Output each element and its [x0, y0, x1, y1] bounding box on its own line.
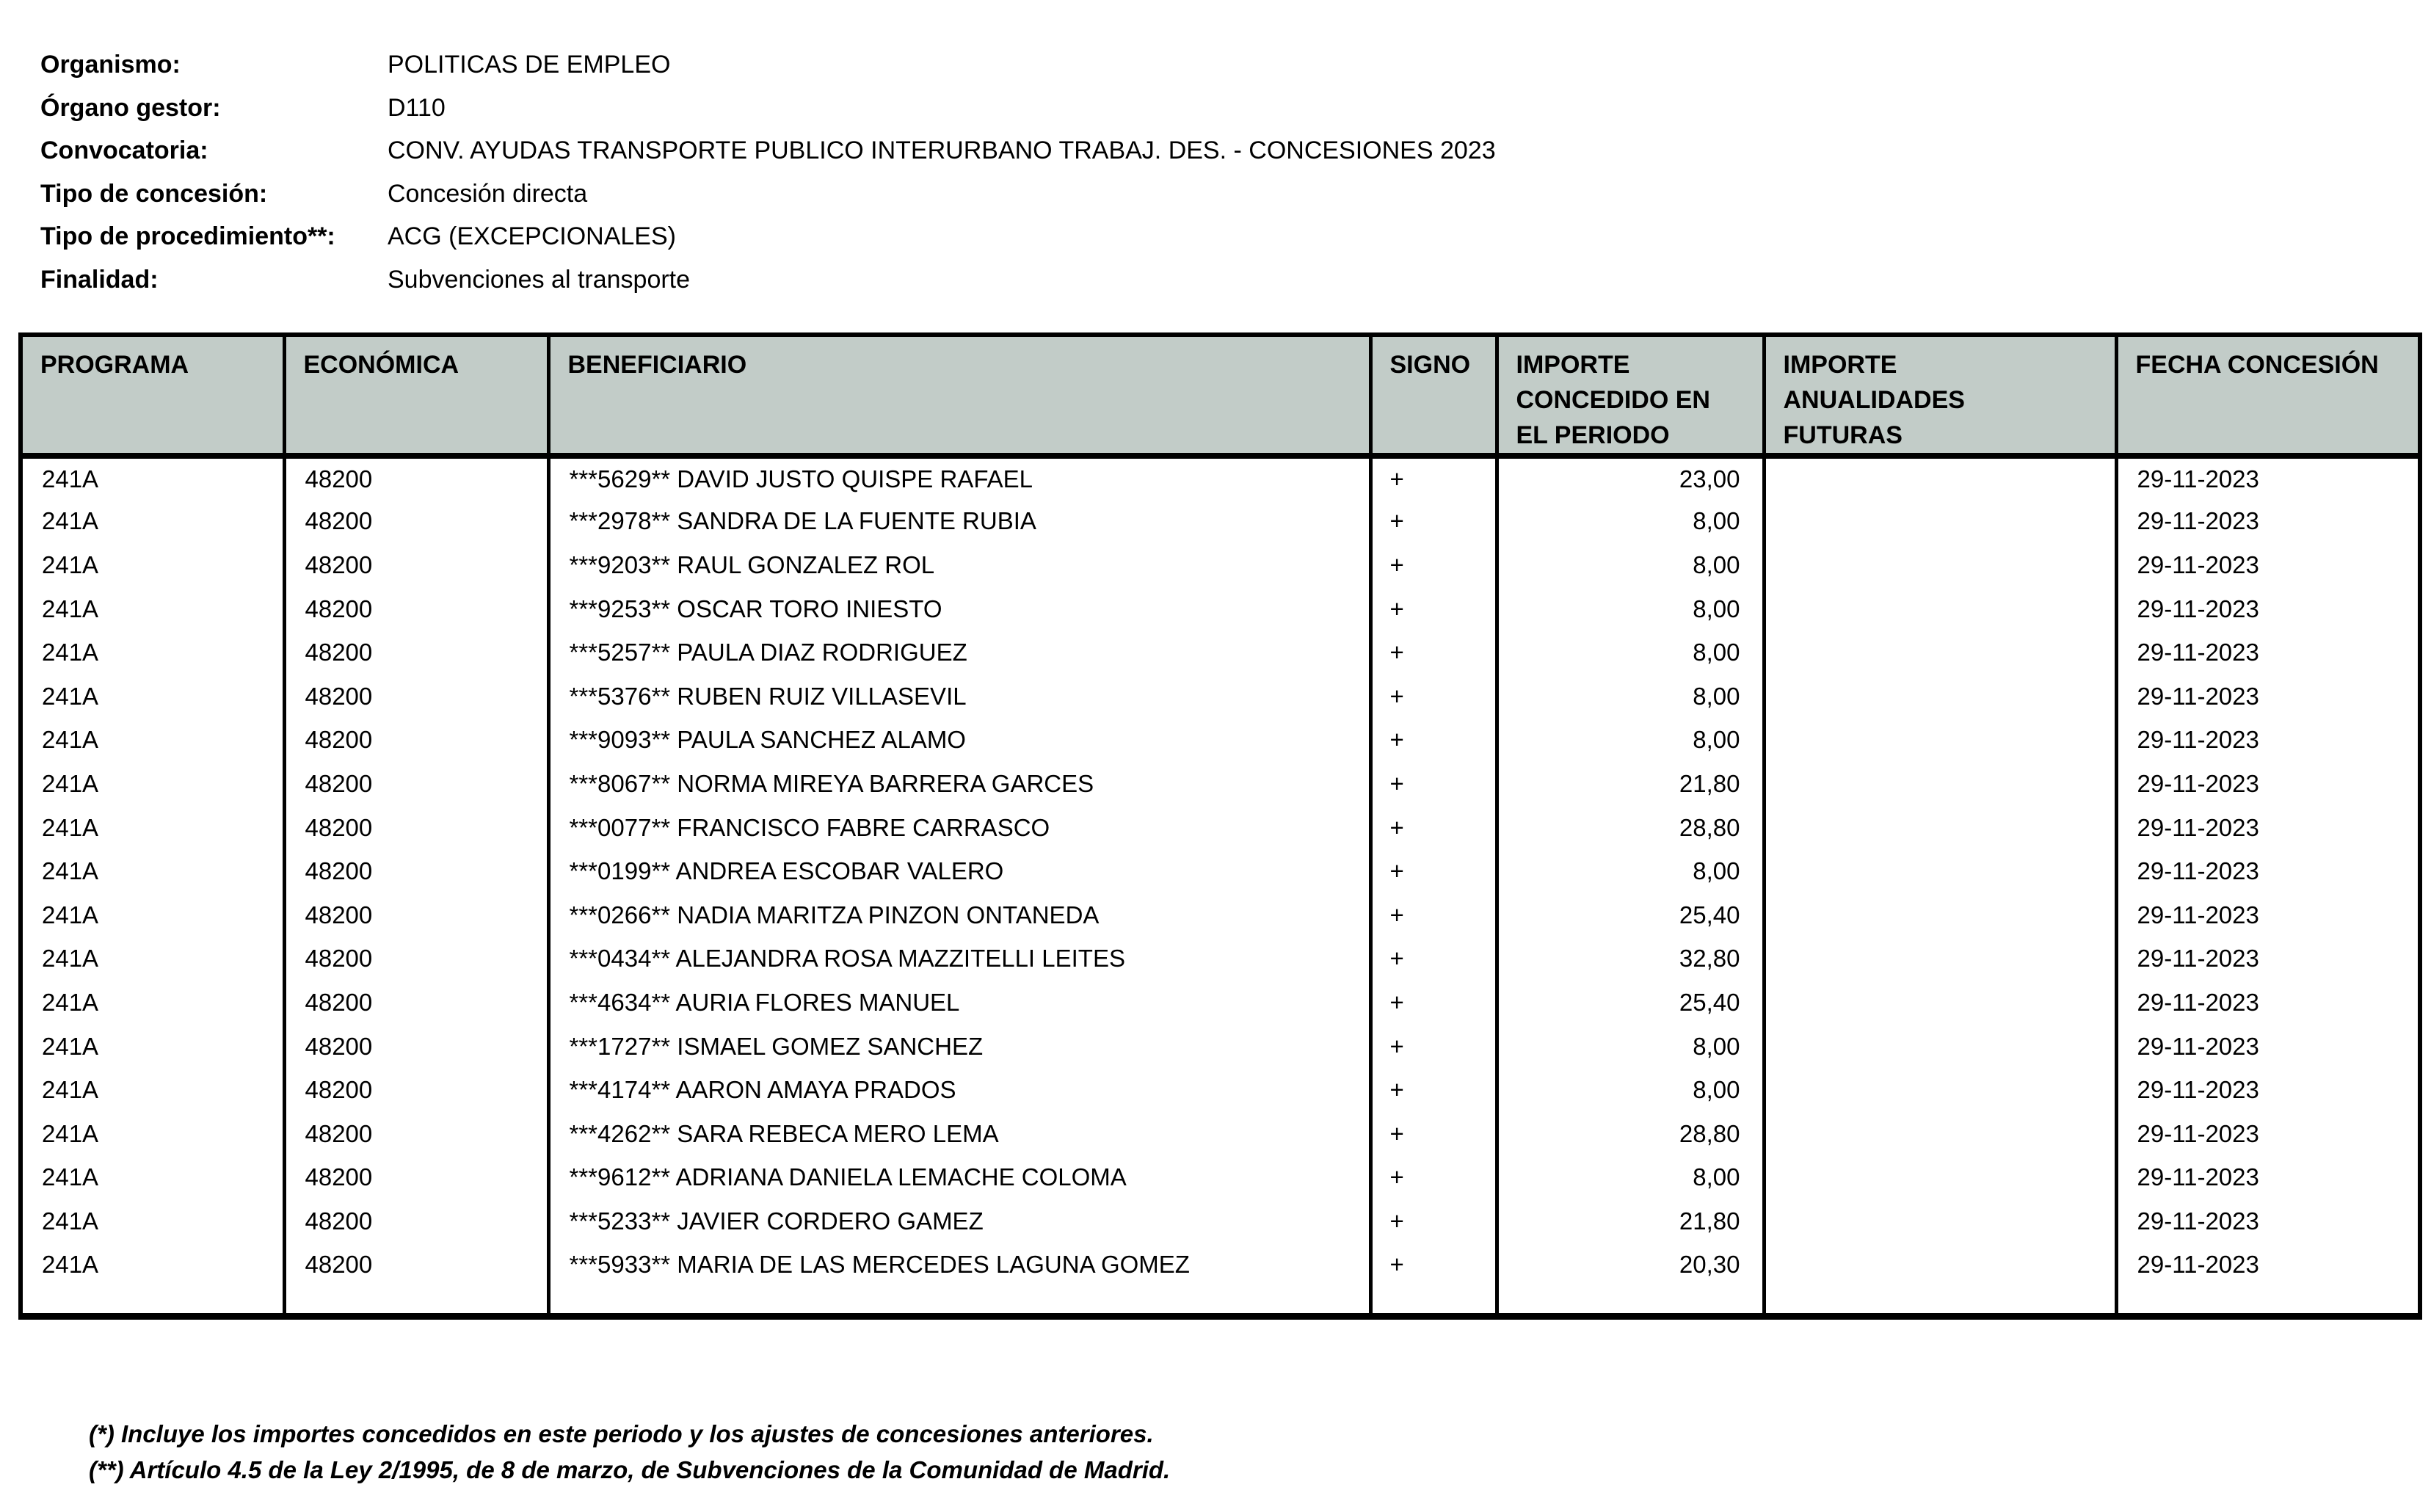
cell-programa: 241A: [21, 806, 284, 850]
meta-label: Finalidad:: [40, 265, 159, 294]
column-header-label: IMPORTE CONCEDIDO EN EL PERIODO: [1516, 351, 1710, 449]
meta-field: [40, 172, 1496, 216]
cell-economica: 48200: [284, 1068, 548, 1112]
cell-beneficiario: ***4262** SARA REBECA MERO LEMA: [548, 1112, 1370, 1156]
column-header-programa: [21, 335, 284, 456]
cell-importe_anualidades: [1764, 587, 2116, 631]
cell-signo: +: [1370, 1068, 1497, 1112]
cell-economica: 48200: [284, 587, 548, 631]
column-header-label: PROGRAMA: [40, 351, 189, 379]
cell-importe_concedido: 8,00: [1497, 500, 1764, 544]
footnotes-block: [89, 1416, 1170, 1488]
cell-fecha_concesion: 29-11-2023: [2137, 507, 2259, 535]
cell-beneficiario: ***5629** DAVID JUSTO QUISPE RAFAEL: [548, 456, 1370, 500]
meta-value: Subvenciones al transporte: [388, 265, 691, 294]
column-header-fecha_concesion: [2116, 335, 2420, 456]
cell-importe_anualidades: [1764, 937, 2116, 981]
cell-importe_concedido: 20,30: [1497, 1243, 1764, 1287]
meta-value: ACG (EXCEPCIONALES): [388, 222, 676, 250]
cell-economica: 48200: [284, 1025, 548, 1069]
cell-signo: +: [1370, 1156, 1497, 1200]
cell-signo: +: [1370, 719, 1497, 763]
cell-importe_anualidades: [1764, 719, 2116, 763]
meta-label: Órgano gestor:: [40, 93, 221, 122]
cell-importe_concedido: 8,00: [1497, 1156, 1764, 1200]
cell-importe_concedido: 25,40: [1497, 981, 1764, 1025]
table-row: [21, 587, 2420, 631]
cell-beneficiario: ***9253** OSCAR TORO INIESTO: [548, 587, 1370, 631]
cell-importe_anualidades: [1764, 849, 2116, 893]
cell-fecha_concesion: 29-11-2023: [2137, 1076, 2259, 1104]
table-row: [21, 719, 2420, 763]
meta-value: Concesión directa: [388, 179, 588, 208]
table-row: [21, 1025, 2420, 1069]
cell-importe_anualidades: [1764, 500, 2116, 544]
cell-economica: 48200: [284, 762, 548, 806]
table-row: [21, 500, 2420, 544]
meta-label: Tipo de procedimiento**:: [40, 222, 335, 250]
table-row: [21, 1243, 2420, 1287]
cell-signo: +: [1370, 1199, 1497, 1243]
column-header-importe_anualidades: [1764, 335, 2116, 456]
column-header-beneficiario: [548, 335, 1370, 456]
meta-label: Convocatoria:: [40, 137, 208, 164]
cell-programa: 241A: [21, 762, 284, 806]
cell-economica: 48200: [284, 1112, 548, 1156]
column-header-label: SIGNO: [1389, 351, 1471, 379]
cell-beneficiario: ***5257** PAULA DIAZ RODRIGUEZ: [548, 630, 1370, 675]
spacer-cell: [284, 1287, 548, 1316]
cell-fecha_concesion: 29-11-2023: [2137, 945, 2259, 973]
cell-economica: 48200: [284, 981, 548, 1025]
cell-importe_concedido: 8,00: [1497, 1025, 1764, 1069]
cell-signo: +: [1370, 981, 1497, 1025]
column-header-signo: [1370, 335, 1497, 456]
meta-value: POLITICAS DE EMPLEO: [388, 51, 671, 79]
cell-fecha_concesion: 29-11-2023: [2137, 1207, 2259, 1235]
cell-beneficiario: ***0077** FRANCISCO FABRE CARRASCO: [548, 806, 1370, 850]
cell-economica: 48200: [284, 1156, 548, 1200]
cell-beneficiario: ***1727** ISMAEL GOMEZ SANCHEZ: [548, 1025, 1370, 1069]
cell-programa: 241A: [21, 675, 284, 719]
cell-programa: 241A: [21, 893, 284, 937]
cell-economica: 48200: [284, 675, 548, 719]
cell-importe_anualidades: [1764, 762, 2116, 806]
cell-importe_anualidades: [1764, 1068, 2116, 1112]
metadata-block: [40, 43, 1496, 301]
cell-fecha_concesion: 29-11-2023: [2137, 769, 2259, 797]
cell-signo: +: [1370, 456, 1497, 500]
cell-fecha_concesion: 29-11-2023: [2137, 726, 2259, 754]
table-row: [21, 543, 2420, 587]
cell-fecha_concesion: 29-11-2023: [2137, 595, 2259, 622]
cell-economica: 48200: [284, 500, 548, 544]
table-row: [21, 849, 2420, 893]
table-row: [21, 762, 2420, 806]
cell-programa: 241A: [21, 937, 284, 981]
cell-beneficiario: ***0266** NADIA MARITZA PINZON ONTANEDA: [548, 893, 1370, 937]
cell-programa: 241A: [21, 719, 284, 763]
cell-importe_anualidades: [1764, 1243, 2116, 1287]
cell-fecha_concesion: 29-11-2023: [2137, 1119, 2259, 1147]
cell-importe_anualidades: [1764, 456, 2116, 500]
table-row: [21, 893, 2420, 937]
cell-importe_anualidades: [1764, 893, 2116, 937]
meta-field: [40, 43, 1496, 87]
cell-importe_concedido: 8,00: [1497, 587, 1764, 631]
table-row: [21, 806, 2420, 850]
cell-signo: +: [1370, 762, 1497, 806]
cell-economica: 48200: [284, 543, 548, 587]
cell-signo: +: [1370, 587, 1497, 631]
footnote-double-asterisk: (**) Artículo 4.5 de la Ley 2/1995, de 8 de marzo, de Subvenciones de la Comunidad de Madrid.: [89, 1456, 1171, 1483]
cell-signo: +: [1370, 1025, 1497, 1069]
cell-programa: 241A: [21, 1112, 284, 1156]
spacer-cell: [2116, 1287, 2420, 1316]
cell-importe_anualidades: [1764, 806, 2116, 850]
cell-importe_concedido: 32,80: [1497, 937, 1764, 981]
cell-beneficiario: ***0434** ALEJANDRA ROSA MAZZITELLI LEITES: [548, 937, 1370, 981]
cell-importe_concedido: 28,80: [1497, 1112, 1764, 1156]
cell-fecha_concesion: 29-11-2023: [2137, 857, 2259, 885]
column-header-label: BENEFICIARIO: [567, 351, 747, 379]
cell-signo: +: [1370, 1243, 1497, 1287]
cell-economica: 48200: [284, 893, 548, 937]
column-header-label: ECONÓMICA: [303, 351, 459, 379]
cell-programa: 241A: [21, 1156, 284, 1200]
meta-field: [40, 87, 1496, 130]
cell-beneficiario: ***9612** ADRIANA DANIELA LEMACHE COLOMA: [548, 1156, 1370, 1200]
spacer-cell: [1497, 1287, 1764, 1316]
cell-beneficiario: ***5933** MARIA DE LAS MERCEDES LAGUNA GOMEZ: [548, 1243, 1370, 1287]
cell-beneficiario: ***4174** AARON AMAYA PRADOS: [548, 1068, 1370, 1112]
cell-signo: +: [1370, 937, 1497, 981]
spacer-cell: [1370, 1287, 1497, 1316]
column-header-label: FECHA CONCESIÓN: [2135, 351, 2379, 379]
meta-label: Organismo:: [40, 51, 181, 79]
cell-importe_anualidades: [1764, 1199, 2116, 1243]
table-row: [21, 1068, 2420, 1112]
cell-programa: 241A: [21, 543, 284, 587]
cell-beneficiario: ***4634** AURIA FLORES MANUEL: [548, 981, 1370, 1025]
cell-importe_concedido: 8,00: [1497, 1068, 1764, 1112]
cell-fecha_concesion: 29-11-2023: [2137, 639, 2259, 666]
table-row: [21, 1199, 2420, 1243]
cell-fecha_concesion: 29-11-2023: [2137, 901, 2259, 928]
cell-fecha_concesion: 29-11-2023: [2137, 1032, 2259, 1060]
table-row: [21, 981, 2420, 1025]
cell-beneficiario: ***9093** PAULA SANCHEZ ALAMO: [548, 719, 1370, 763]
cell-importe_concedido: 23,00: [1497, 456, 1764, 500]
cell-beneficiario: ***2978** SANDRA DE LA FUENTE RUBIA: [548, 500, 1370, 544]
cell-importe_concedido: 25,40: [1497, 893, 1764, 937]
cell-importe_concedido: 8,00: [1497, 543, 1764, 587]
cell-fecha_concesion: 29-11-2023: [2137, 1251, 2259, 1279]
cell-fecha_concesion: 29-11-2023: [2137, 813, 2259, 841]
cell-signo: +: [1370, 806, 1497, 850]
cell-fecha_concesion: 29-11-2023: [2137, 682, 2259, 710]
cell-economica: 48200: [284, 630, 548, 675]
cell-beneficiario: ***5376** RUBEN RUIZ VILLASEVIL: [548, 675, 1370, 719]
cell-importe_concedido: 8,00: [1497, 675, 1764, 719]
cell-importe_anualidades: [1764, 543, 2116, 587]
cell-economica: 48200: [284, 1199, 548, 1243]
cell-signo: +: [1370, 500, 1497, 544]
cell-economica: 48200: [284, 1243, 548, 1287]
table-row: [21, 1156, 2420, 1200]
cell-signo: +: [1370, 893, 1497, 937]
cell-programa: 241A: [21, 1025, 284, 1069]
cell-beneficiario: ***9203** RAUL GONZALEZ ROL: [548, 543, 1370, 587]
cell-fecha_concesion: 29-11-2023: [2137, 1163, 2259, 1191]
table-row: [21, 630, 2420, 675]
cell-programa: 241A: [21, 1243, 284, 1287]
cell-beneficiario: ***5233** JAVIER CORDERO GAMEZ: [548, 1199, 1370, 1243]
table-body: [21, 456, 2420, 1316]
cell-importe_anualidades: [1764, 1025, 2116, 1069]
table-header-row: [21, 335, 2420, 456]
cell-economica: 48200: [284, 806, 548, 850]
cell-signo: +: [1370, 543, 1497, 587]
cell-programa: 241A: [21, 981, 284, 1025]
column-header-economica: [284, 335, 548, 456]
spacer-cell: [21, 1287, 284, 1316]
cell-importe_anualidades: [1764, 675, 2116, 719]
cell-signo: +: [1370, 630, 1497, 675]
table-spacer-row: [21, 1287, 2420, 1316]
cell-importe_anualidades: [1764, 1156, 2116, 1200]
column-header-importe_concedido: [1497, 335, 1764, 456]
table-row: [21, 456, 2420, 500]
cell-economica: 48200: [284, 719, 548, 763]
cell-programa: 241A: [21, 456, 284, 500]
cell-signo: +: [1370, 1112, 1497, 1156]
cell-beneficiario: ***8067** NORMA MIREYA BARRERA GARCES: [548, 762, 1370, 806]
cell-beneficiario: ***0199** ANDREA ESCOBAR VALERO: [548, 849, 1370, 893]
cell-programa: 241A: [21, 849, 284, 893]
cell-signo: +: [1370, 675, 1497, 719]
column-header-label: IMPORTE ANUALIDADES FUTURAS: [1783, 351, 1965, 449]
concessions-table: [18, 332, 2422, 1320]
cell-programa: 241A: [21, 630, 284, 675]
meta-value: CONV. AYUDAS TRANSPORTE PUBLICO INTERURBANO TRABAJ. DES. - CONCESIONES 2023: [388, 137, 1496, 164]
meta-value: D110: [388, 93, 446, 122]
cell-importe_concedido: 21,80: [1497, 1199, 1764, 1243]
table-row: [21, 937, 2420, 981]
spacer-cell: [548, 1287, 1370, 1316]
cell-importe_concedido: 8,00: [1497, 849, 1764, 893]
footnote-asterisk: (*) Incluye los importes concedidos en este periodo y los ajustes de concesiones anteriores.: [89, 1420, 1154, 1447]
cell-economica: 48200: [284, 456, 548, 500]
cell-programa: 241A: [21, 1068, 284, 1112]
cell-importe_anualidades: [1764, 981, 2116, 1025]
cell-economica: 48200: [284, 849, 548, 893]
meta-field: [40, 215, 1496, 258]
cell-importe_anualidades: [1764, 630, 2116, 675]
cell-importe_concedido: 8,00: [1497, 630, 1764, 675]
meta-field: [40, 129, 1496, 172]
cell-programa: 241A: [21, 587, 284, 631]
cell-economica: 48200: [284, 937, 548, 981]
cell-importe_concedido: 21,80: [1497, 762, 1764, 806]
meta-field: [40, 258, 1496, 302]
cell-signo: +: [1370, 849, 1497, 893]
table-row: [21, 675, 2420, 719]
cell-fecha_concesion: 29-11-2023: [2137, 465, 2259, 493]
cell-fecha_concesion: 29-11-2023: [2137, 550, 2259, 578]
cell-importe_concedido: 8,00: [1497, 719, 1764, 763]
table-row: [21, 1112, 2420, 1156]
spacer-cell: [1764, 1287, 2116, 1316]
meta-label: Tipo de concesión:: [40, 179, 268, 208]
cell-importe_concedido: 28,80: [1497, 806, 1764, 850]
cell-programa: 241A: [21, 1199, 284, 1243]
cell-programa: 241A: [21, 500, 284, 544]
cell-fecha_concesion: 29-11-2023: [2137, 988, 2259, 1016]
cell-importe_anualidades: [1764, 1112, 2116, 1156]
